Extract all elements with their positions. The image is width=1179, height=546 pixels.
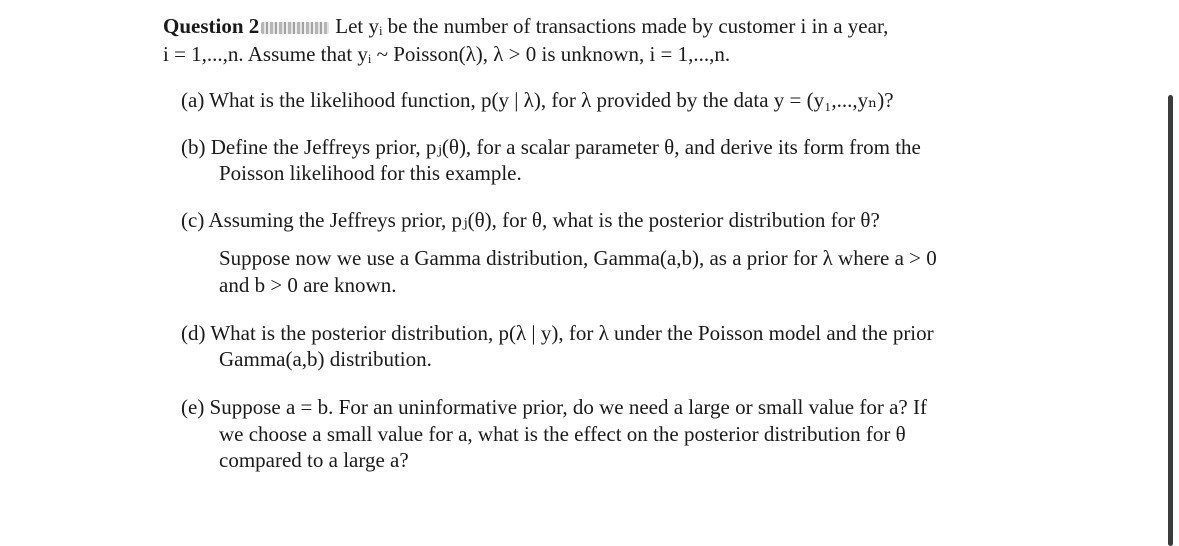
- watermark-smudge: [261, 22, 329, 34]
- part-b-line-1: (b) Define the Jeffreys prior, pⱼ(θ), for a scalar parameter θ, and derive its form from the: [181, 135, 921, 159]
- part-e-line-1: (e) Suppose a = b. For an uninformative prior, do we need a large or small value for a? If: [181, 395, 927, 419]
- part-d-line-1: (d) What is the posterior distribution, p(λ | y), for λ under the Poisson model and the prior: [181, 321, 934, 345]
- part-a: (a) What is the likelihood function, p(y | λ), for λ provided by the data y = (y₁,...,yₙ)?: [181, 88, 894, 112]
- gamma-intro-line-1: Suppose now we use a Gamma distribution, Gamma(a,b), as a prior for λ where a > 0: [219, 246, 937, 270]
- question-intro-line-1: Let yᵢ be the number of transactions made by customer i in a year,: [335, 14, 889, 38]
- vertical-scrollbar[interactable]: [1168, 95, 1173, 546]
- part-e-line-2: we choose a small value for a, what is the effect on the posterior distribution for θ: [219, 422, 906, 446]
- gamma-intro-line-2: and b > 0 are known.: [219, 273, 397, 297]
- part-e-line-3: compared to a large a?: [219, 448, 409, 472]
- question-title: Question 2: [163, 14, 260, 38]
- part-b-line-2: Poisson likelihood for this example.: [219, 161, 522, 185]
- question-header: [163, 13, 888, 39]
- part-c: (c) Assuming the Jeffreys prior, pⱼ(θ), for θ, what is the posterior distribution for θ?: [181, 208, 880, 232]
- part-d-line-2: Gamma(a,b) distribution.: [219, 347, 432, 371]
- question-intro-line-2: i = 1,...,n. Assume that yᵢ ~ Poisson(λ), λ > 0 is unknown, i = 1,...,n.: [163, 42, 731, 66]
